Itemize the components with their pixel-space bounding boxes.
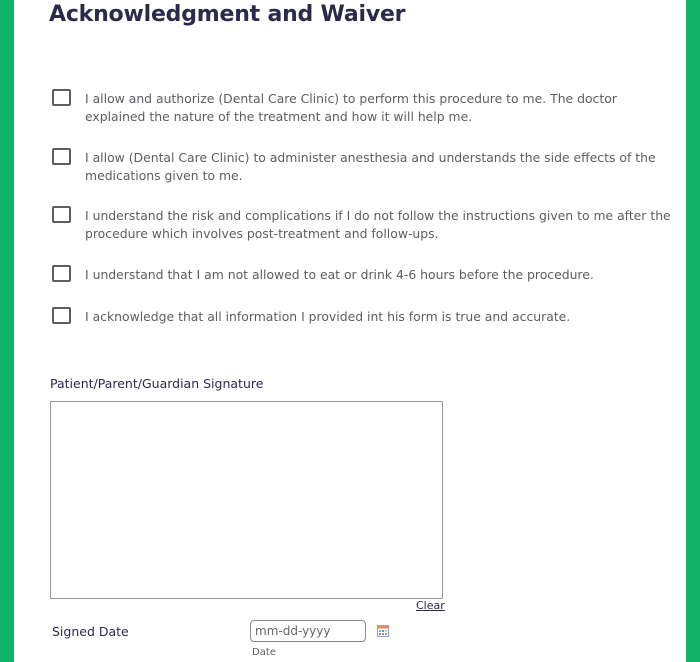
form-title: Acknowledgment and Waiver (49, 2, 406, 27)
checkbox[interactable] (52, 265, 71, 282)
calendar-icon[interactable] (377, 625, 389, 637)
signature-label: Patient/Parent/Guardian Signature (50, 376, 264, 391)
option-label[interactable]: I allow (Dental Care Clinic) to administer anesthesia and understands the side effects of the medications given to me. (85, 150, 656, 183)
signature-pad[interactable] (50, 401, 443, 599)
clear-signature-link[interactable]: Clear (416, 599, 445, 612)
date-sublabel: Date (252, 647, 276, 658)
option-label[interactable]: I allow and authorize (Dental Care Clinic) to perform this procedure to me. The doctor explained the nature of the treatment and how it will help me. (85, 91, 617, 124)
checkbox[interactable] (52, 89, 71, 106)
option-label[interactable]: I understand the risk and complications if I do not follow the instructions given to me after the procedure which involves post-treatment and follow-ups. (85, 208, 671, 241)
signed-date-label: Signed Date (52, 624, 129, 639)
checkbox[interactable] (52, 307, 71, 324)
form-card (14, 0, 686, 662)
checkbox[interactable] (52, 206, 71, 223)
option-label[interactable]: I acknowledge that all information I provided int his form is true and accurate. (85, 309, 571, 324)
option-label[interactable]: I understand that I am not allowed to eat or drink 4-6 hours before the procedure. (85, 267, 594, 282)
signed-date-input[interactable] (250, 620, 366, 642)
checkbox[interactable] (52, 148, 71, 165)
